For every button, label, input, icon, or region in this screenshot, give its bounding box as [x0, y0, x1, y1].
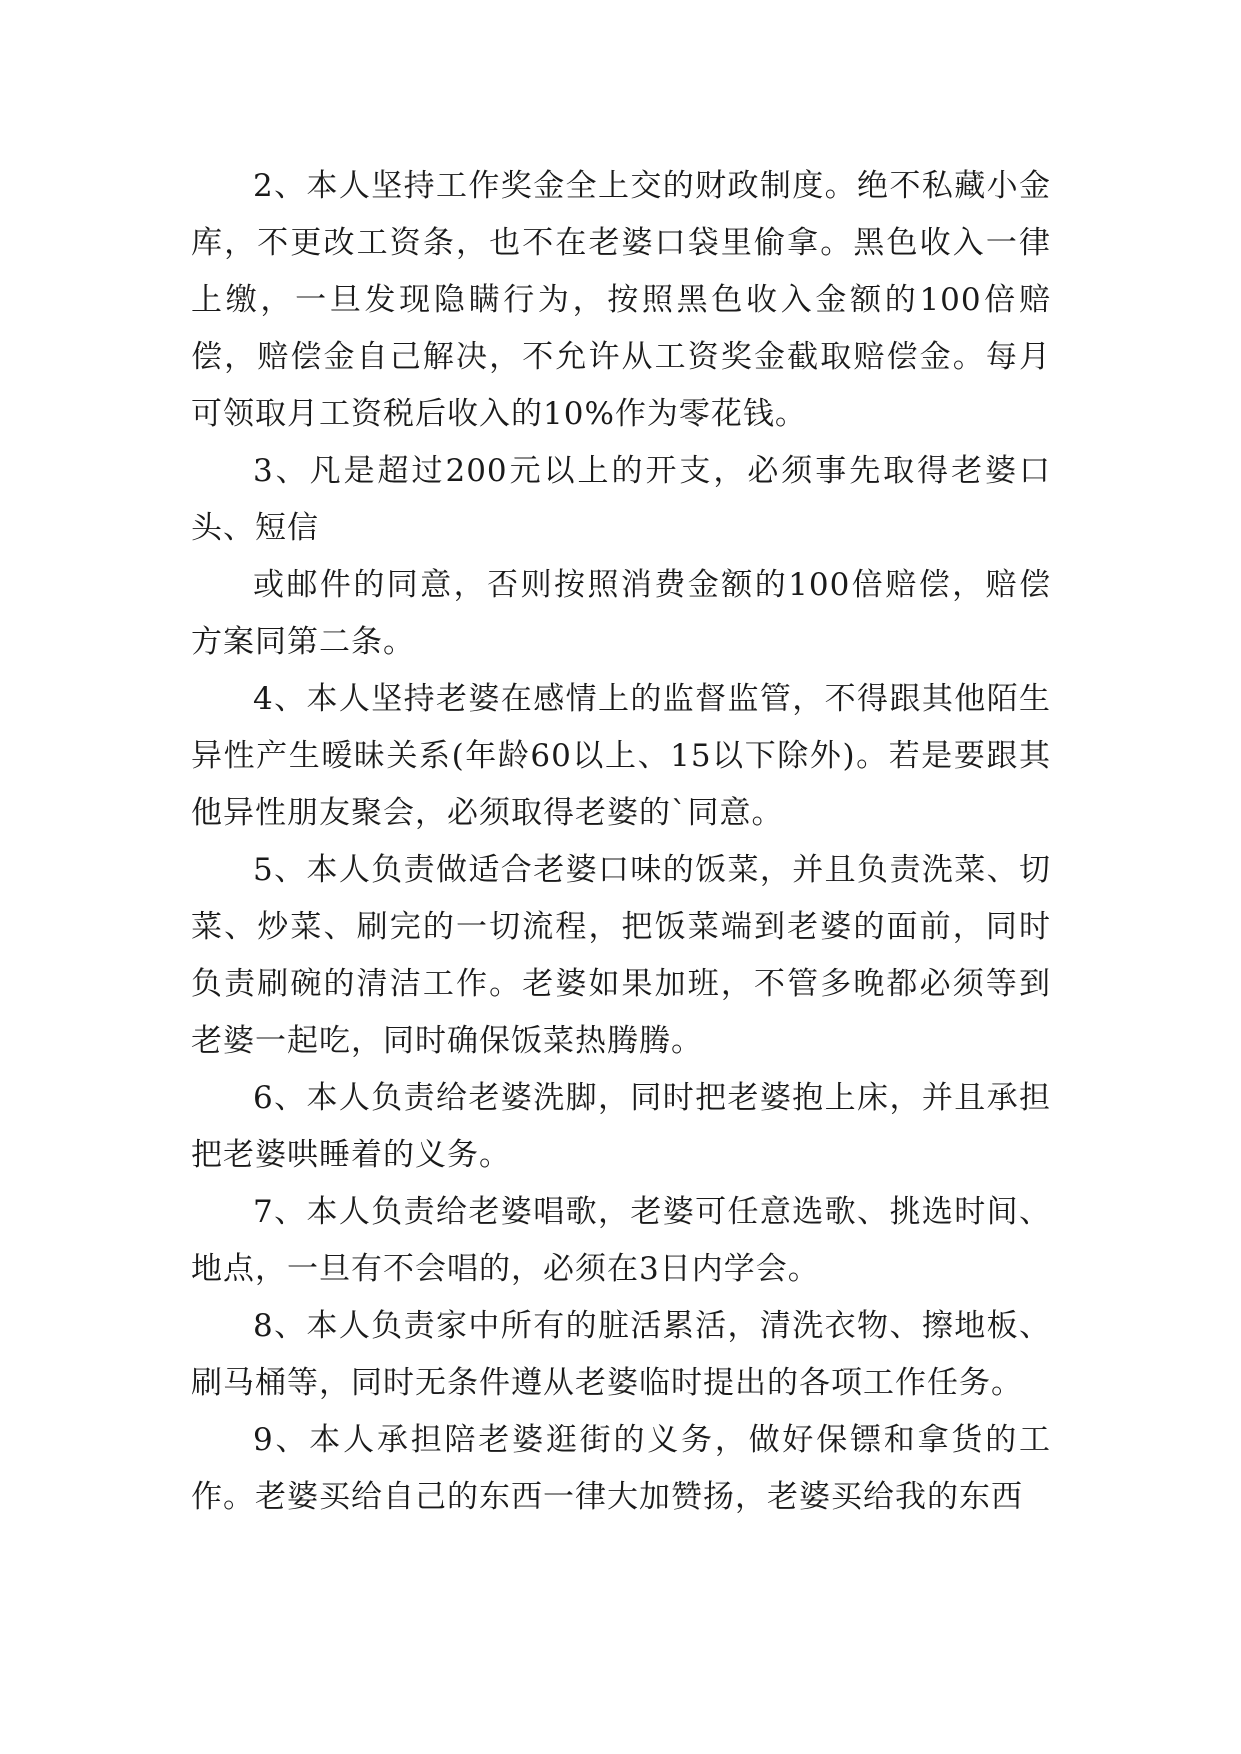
paragraph-clause-2: 2、本人坚持工作奖金全上交的财政制度。绝不私藏小金库，不更改工资条，也不在老婆口袋里偷拿。黑色收入一律上缴，一旦发现隐瞒行为，按照黑色收入金额的100倍赔偿，赔偿金自己解决，不允许从工资奖金截取赔偿金。每月可领取月工资税后收入的10%作为零花钱。: [191, 168, 1051, 432]
paragraph-clause-3-continued: 或邮件的同意，否则按照消费金额的100倍赔偿，赔偿方案同第二条。: [191, 567, 1051, 660]
document-body: [191, 158, 1051, 1526]
paragraph-clause-5: 5、本人负责做适合老婆口味的饭菜，并且负责洗菜、切菜、炒菜、刷完的一切流程，把饭菜端到老婆的面前，同时负责刷碗的清洁工作。老婆如果加班，不管多晚都必须等到老婆一起吃，同时确保饭菜热腾腾。: [191, 852, 1051, 1059]
paragraph-clause-8: 8、本人负责家中所有的脏活累活，清洗衣物、擦地板、刷马桶等，同时无条件遵从老婆临时提出的各项工作任务。: [191, 1308, 1051, 1401]
paragraph-clause-6: 6、本人负责给老婆洗脚，同时把老婆抱上床，并且承担把老婆哄睡着的义务。: [191, 1080, 1051, 1173]
paragraph-clause-9: 9、本人承担陪老婆逛街的义务，做好保镖和拿货的工作。老婆买给自己的东西一律大加赞扬，老婆买给我的东西: [191, 1422, 1051, 1515]
paragraph-clause-4: 4、本人坚持老婆在感情上的监督监管，不得跟其他陌生异性产生暧昧关系(年龄60以上、15以下除外)。若是要跟其他异性朋友聚会，必须取得老婆的`同意。: [191, 681, 1051, 831]
paragraph-clause-3: 3、凡是超过200元以上的开支，必须事先取得老婆口头、短信: [191, 453, 1051, 546]
paragraph-clause-7: 7、本人负责给老婆唱歌，老婆可任意选歌、挑选时间、地点，一旦有不会唱的，必须在3日内学会。: [191, 1194, 1051, 1287]
